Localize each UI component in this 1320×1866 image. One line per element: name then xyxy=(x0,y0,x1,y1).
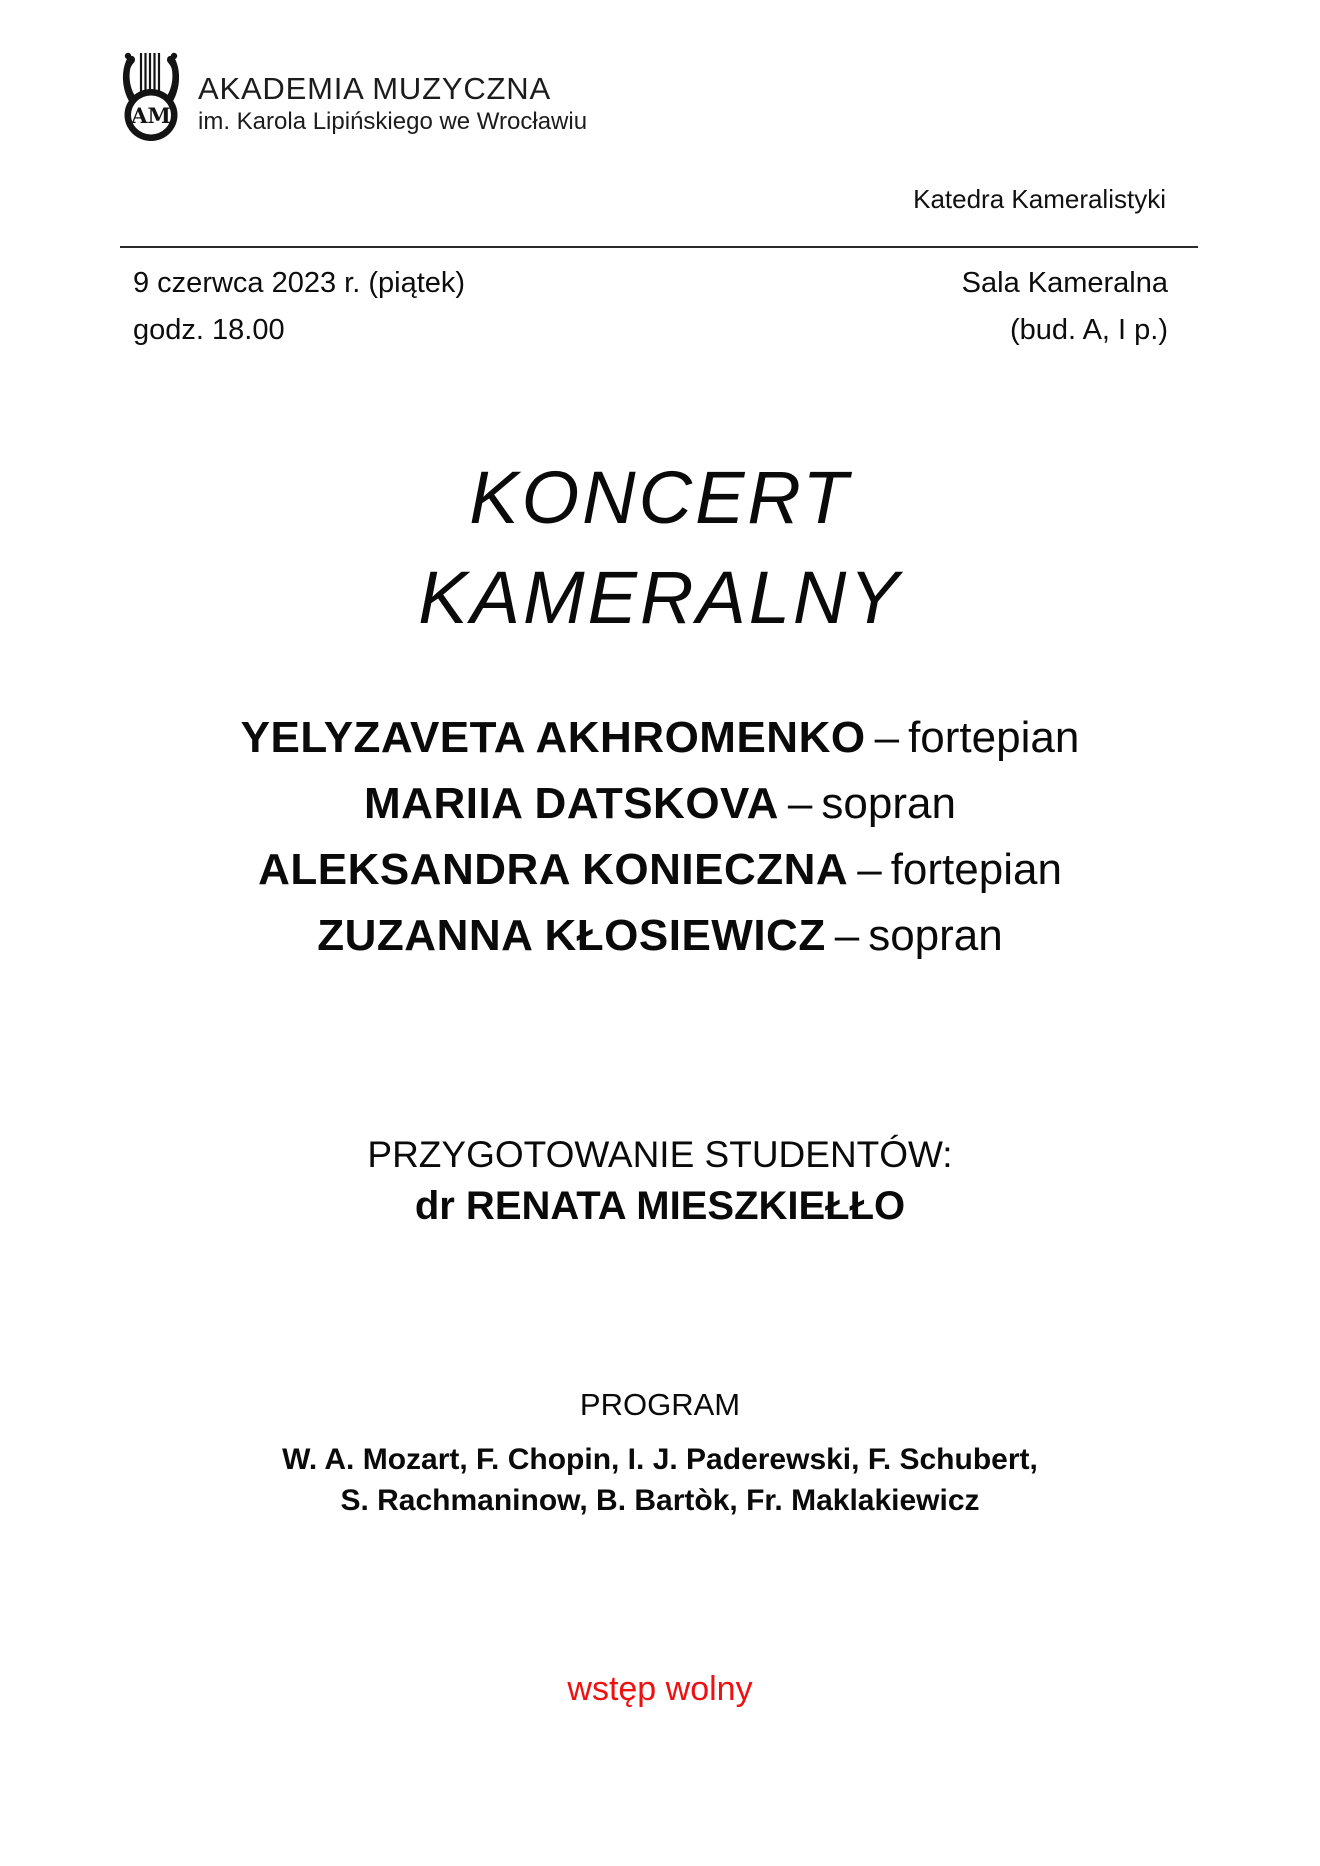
concert-title-line2: KAMERALNY xyxy=(418,555,902,639)
event-venue: Sala Kameralna xyxy=(961,267,1168,299)
dash-separator: – xyxy=(857,845,882,894)
composers-line2: S. Rachmaninow, B. Bartòk, Fr. Maklakiewicz xyxy=(340,1484,980,1517)
dash-separator: – xyxy=(874,713,900,762)
performer-line xyxy=(0,903,1320,969)
performer-line xyxy=(0,771,1320,837)
horizontal-divider xyxy=(120,246,1198,248)
performer-role: sopran xyxy=(821,779,956,828)
event-info-row-2 xyxy=(133,307,1168,354)
performer-role: sopran xyxy=(868,911,1003,960)
lyre-logo-icon xyxy=(118,44,184,142)
concert-title xyxy=(0,448,1320,648)
preparation-label: PRZYGOTOWANIE STUDENTÓW: xyxy=(367,1134,953,1175)
performers-list xyxy=(0,705,1320,969)
event-date: 9 czerwca 2023 r. (piątek) xyxy=(133,267,466,299)
event-venue-detail: (bud. A, I p.) xyxy=(1010,314,1168,346)
department-label: Katedra Kameralistyki xyxy=(913,184,1166,214)
performer-line xyxy=(0,705,1320,771)
performer-role: fortepian xyxy=(908,713,1080,762)
performer-line xyxy=(0,837,1320,903)
institution-name-block xyxy=(198,49,587,137)
event-info xyxy=(133,260,1168,354)
performer-name: ALEKSANDRA KONIECZNA xyxy=(258,845,849,894)
institution-header xyxy=(118,44,587,142)
dash-separator: – xyxy=(834,911,860,960)
preparation-section xyxy=(0,1130,1320,1232)
institution-name: AKADEMIA MUZYCZNA xyxy=(198,71,551,107)
logo-monogram: AM xyxy=(131,103,171,128)
event-time: godz. 18.00 xyxy=(133,314,285,346)
composers-list xyxy=(0,1439,1320,1521)
event-info-row-1 xyxy=(133,260,1168,307)
performer-name: ZUZANNA KŁOSIEWICZ xyxy=(317,911,826,960)
program-section xyxy=(0,1385,1320,1521)
institution-subtitle: im. Karola Lipińskiego we Wrocławiu xyxy=(198,107,588,135)
performer-name: MARIIA DATSKOVA xyxy=(364,779,779,828)
performer-role: fortepian xyxy=(890,845,1062,894)
admission-note: wstęp wolny xyxy=(567,1670,753,1708)
preparation-lecturer: dr RENATA MIESZKIEŁŁO xyxy=(414,1184,906,1228)
program-heading: PROGRAM xyxy=(579,1387,741,1422)
concert-title-line1: KONCERT xyxy=(469,456,851,539)
dash-separator: – xyxy=(787,779,813,828)
composers-line1: W. A. Mozart, F. Chopin, I. J. Paderewski, F. Schubert, xyxy=(282,1443,1038,1476)
performer-name: YELYZAVETA AKHROMENKO xyxy=(240,713,866,762)
